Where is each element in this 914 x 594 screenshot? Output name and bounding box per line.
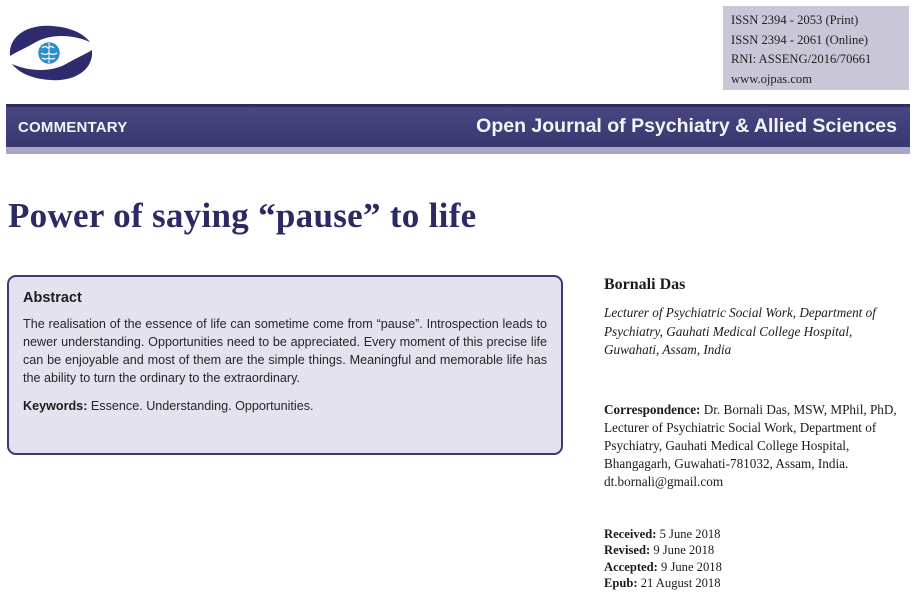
date-epub: [604, 575, 722, 591]
date-value: 9 June 2018: [657, 559, 722, 574]
abstract-box: [7, 275, 563, 455]
date-label: Epub:: [604, 576, 638, 591]
abstract-text: The realisation of the essence of life can sometime come from “pause”. Introspection leads to newer understanding. Opportunities need to be appreciated. Every moment of this precise life can be enjoyable and most of them are the simple things. Meaningful and memorable life has the ability to turn the ordinary to the extraordinary.: [23, 317, 547, 385]
journal-website[interactable]: www.ojpas.com: [731, 71, 813, 86]
brain-logo-icon: [6, 18, 96, 88]
header-band-bottom-rule: [6, 147, 910, 154]
article-dates: [604, 526, 722, 592]
date-revised: [604, 542, 722, 558]
correspondence-label: Correspondence:: [604, 402, 701, 417]
correspondence-text: Dr. Bornali Das, MSW, MPhil, PhD, Lecturer of Psychiatric Social Work, Department of Psychiatry, Gauhati Medical College Hospital, Bhangagarh, Guwahati-781032, Assam, India.: [604, 402, 897, 471]
journal-logo: [6, 18, 96, 88]
issn-box: [723, 6, 909, 90]
date-label: Revised:: [604, 543, 651, 558]
header-band-top-rule: [6, 104, 910, 107]
date-value: 5 June 2018: [656, 527, 721, 541]
article-title: Power of saying “pause” to life: [8, 196, 477, 235]
journal-name: Open Journal of Psychiatry & Allied Sciences: [476, 115, 897, 137]
author-email[interactable]: dt.bornali@gmail.com: [604, 474, 724, 489]
date-label: Accepted:: [604, 559, 658, 574]
issn-print: ISSN 2394 - 2053 (Print): [731, 13, 859, 27]
keywords: [23, 397, 547, 415]
date-label: Received:: [604, 527, 657, 541]
date-value: 21 August 2018: [637, 576, 721, 591]
keywords-label: Keywords:: [23, 399, 88, 413]
keywords-list: Essence. Understanding. Opportunities.: [87, 399, 314, 413]
date-received: [604, 526, 722, 542]
abstract-heading: Abstract: [23, 290, 82, 306]
issn-online: ISSN 2394 - 2061 (Online): [731, 32, 869, 47]
section-label: COMMENTARY: [18, 119, 128, 136]
author-name: Bornali Das: [604, 276, 686, 293]
date-value: 9 June 2018: [650, 543, 715, 558]
author-affiliation: Lecturer of Psychiatric Social Work, Department of Psychiatry, Gauhati Medical College Hospital, Guwahati, Assam, India: [604, 305, 876, 357]
correspondence: [604, 401, 904, 491]
date-accepted: [604, 559, 722, 575]
rni-number: RNI: ASSENG/2016/70661: [731, 52, 872, 67]
